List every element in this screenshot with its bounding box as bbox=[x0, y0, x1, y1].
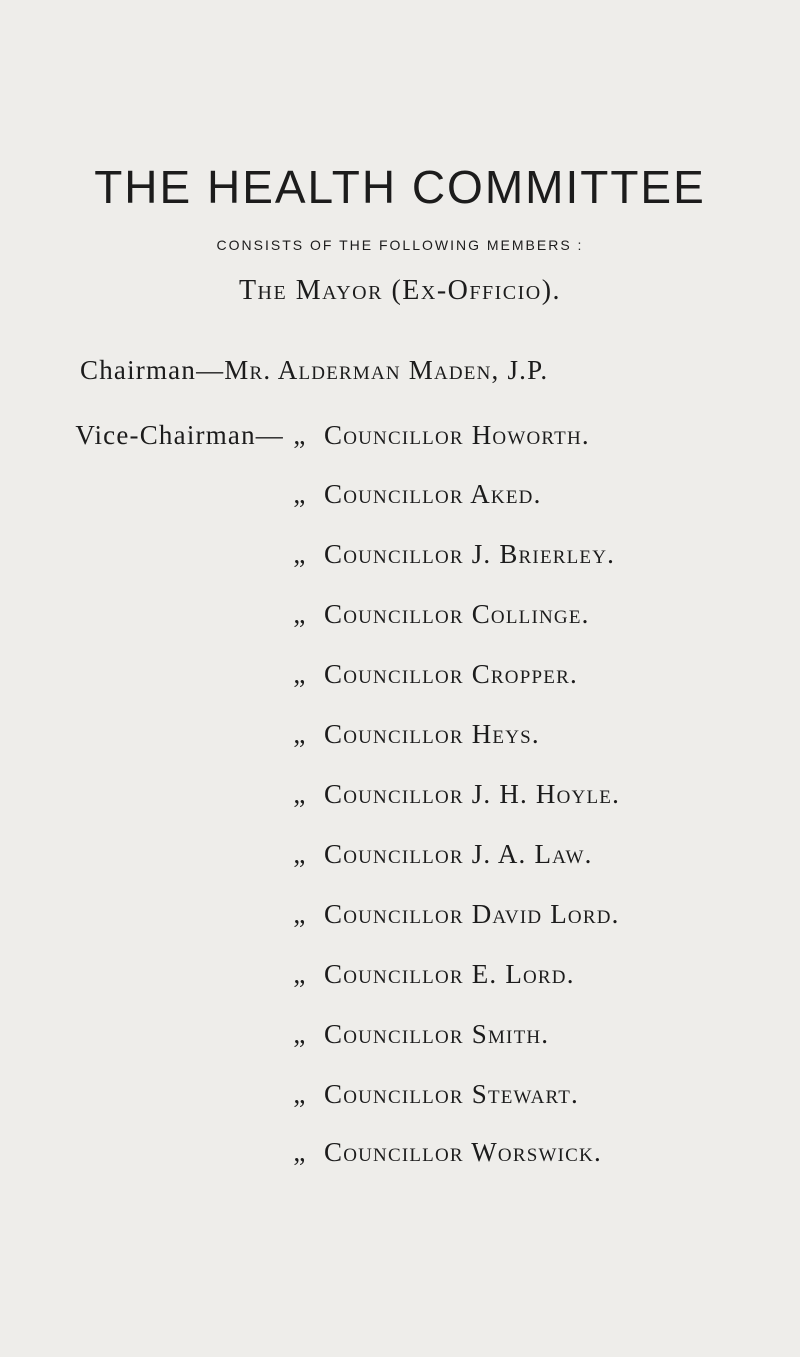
ditto-mark: „ bbox=[293, 659, 307, 689]
ditto-mark: „ bbox=[293, 479, 307, 509]
chairman-line bbox=[80, 355, 548, 386]
vice-chairman-role: Vice-Chairman— bbox=[75, 420, 284, 450]
ditto-mark: „ bbox=[293, 539, 307, 569]
chairman-role: Chairman— bbox=[80, 355, 225, 385]
page-subtitle: CONSISTS OF THE FOLLOWING MEMBERS : bbox=[216, 237, 584, 253]
ditto-mark: „ bbox=[293, 959, 307, 989]
member-name: Councillor Heys. bbox=[324, 719, 540, 749]
ditto-mark: „ bbox=[293, 1019, 307, 1049]
member-name: Councillor Smith. bbox=[324, 1019, 550, 1049]
member-row bbox=[0, 839, 800, 875]
member-row bbox=[0, 659, 800, 695]
vice-chairman-name: Councillor Howorth. bbox=[324, 420, 590, 450]
member-name: Councillor Worswick. bbox=[324, 1137, 602, 1167]
member-row bbox=[0, 539, 800, 575]
member-name: Councillor J. H. Hoyle. bbox=[324, 779, 621, 809]
ditto-mark: „ bbox=[293, 1079, 307, 1109]
member-name: Councillor Stewart. bbox=[324, 1079, 579, 1109]
member-row bbox=[0, 899, 800, 935]
member-row bbox=[0, 1079, 800, 1115]
ditto-mark: „ bbox=[293, 599, 307, 629]
ditto-mark: „ bbox=[293, 420, 307, 450]
member-row bbox=[0, 959, 800, 995]
member-name: Councillor David Lord. bbox=[324, 899, 620, 929]
member-name: Councillor Cropper. bbox=[324, 659, 578, 689]
chairman-name: Mr. Alderman Maden, J.P. bbox=[224, 355, 549, 385]
member-row bbox=[0, 599, 800, 635]
member-name: Councillor Collinge. bbox=[324, 599, 590, 629]
member-row bbox=[0, 1137, 800, 1173]
member-name: Councillor J. Brierley. bbox=[324, 539, 616, 569]
ditto-mark: „ bbox=[293, 1137, 307, 1167]
mayor-line: The Mayor (Ex-Officio). bbox=[238, 275, 562, 306]
member-name: Councillor Aked. bbox=[324, 479, 542, 509]
page-title: THE HEALTH COMMITTEE bbox=[94, 161, 706, 213]
member-row bbox=[0, 719, 800, 755]
member-name: Councillor J. A. Law. bbox=[324, 839, 593, 869]
member-name: Councillor E. Lord. bbox=[324, 959, 575, 989]
member-row bbox=[0, 779, 800, 815]
member-row bbox=[0, 1019, 800, 1055]
vice-chairman-row bbox=[0, 420, 800, 456]
ditto-mark: „ bbox=[293, 779, 307, 809]
ditto-mark: „ bbox=[293, 839, 307, 869]
ditto-mark: „ bbox=[293, 899, 307, 929]
ditto-mark: „ bbox=[293, 719, 307, 749]
member-row bbox=[0, 479, 800, 515]
